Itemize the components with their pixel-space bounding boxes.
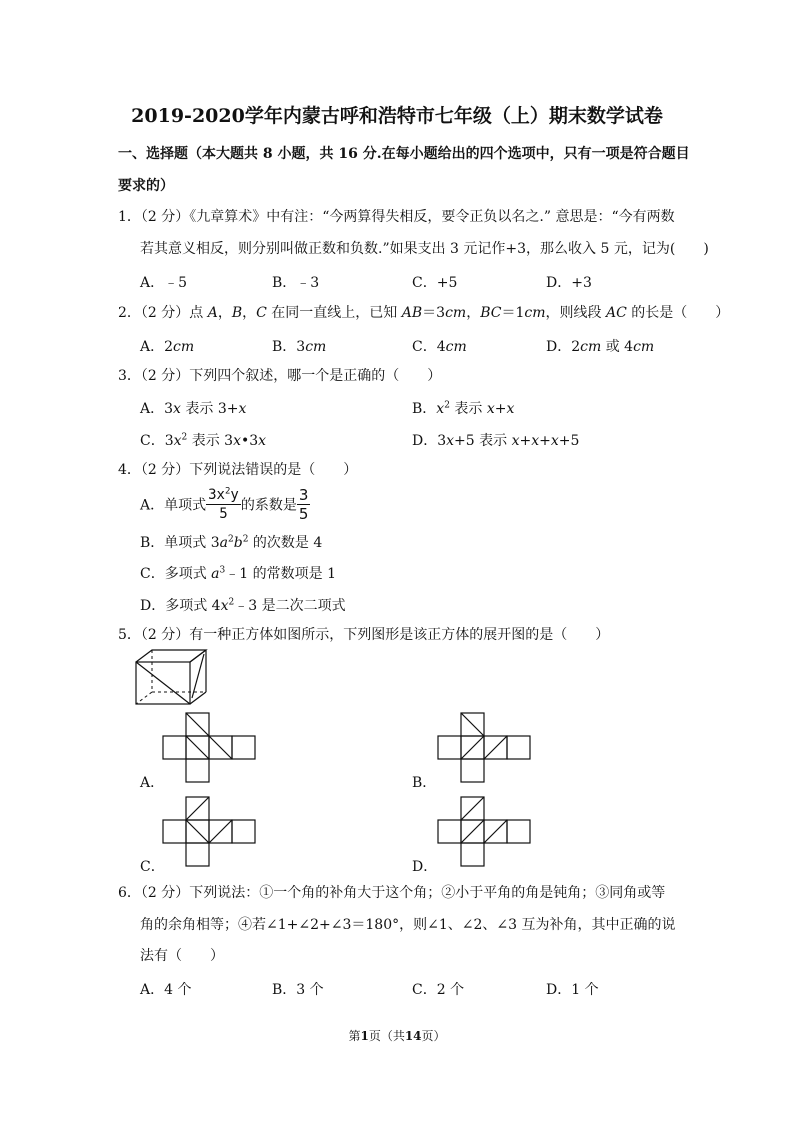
q1-option-b: B．﹣3 xyxy=(272,275,320,291)
q3-option-a: A．3x 表示 3+x xyxy=(140,401,247,417)
q2-option-a: A．2cm xyxy=(140,339,195,355)
q5-option-c-label: C． xyxy=(140,859,165,875)
q4-option-a: A．单项式 $\frac{3x^2y}{5}$ 的系数是 $\frac{3}{5}$ xyxy=(140,486,309,523)
q1-line1: 1．（2 分）《九章算术》中有注：“今两算得失相反，要令正负以名之.” 意思是：“今有两数 xyxy=(118,209,675,225)
q2-option-c: C．4cm xyxy=(412,339,467,355)
section-heading-line2: 要求的） xyxy=(118,178,174,194)
q5-option-d-label: D． xyxy=(412,859,438,875)
q6-option-d: D．1 个 xyxy=(546,982,599,998)
net-b-figure xyxy=(438,713,530,783)
q2-option-d: D．2cm 或 4cm xyxy=(546,339,655,355)
q3-option-c: C．$3x^2$ 表示 3x•3x xyxy=(140,432,267,449)
q4-option-c: C．多项式 $a^3﹣1$ 的常数项是 1 xyxy=(140,565,336,582)
q1-line2: 若其意义相反，则分别叫做正数和负数.”如果支出 3 元记作+3，那么收入 5 元，记为( ) xyxy=(140,241,709,257)
q3-stem: 3．（2 分）下列四个叙述，哪一个是正确的（ ） xyxy=(118,368,442,384)
net-a-figure xyxy=(163,713,255,783)
q5-stem: 5．（2 分）有一种正方体如图所示，下列图形是该正方体的展开图的是（ ） xyxy=(118,627,610,643)
q3-option-b: B．$x^2$ 表示 x+x xyxy=(412,400,515,417)
page-footer: 第1页（共14页） xyxy=(348,1029,446,1043)
q4-fraction-coefficient: $\frac{3}{5}$ xyxy=(298,486,309,523)
q3-option-d: D．3x+5 表示 x+x+x+5 xyxy=(412,433,580,449)
q2-option-b: B．3cm xyxy=(272,339,327,355)
net-c-figure xyxy=(163,797,255,867)
q4-fraction-monomial: $\frac{3x^2y}{5}$ xyxy=(208,486,239,522)
q6-line2: 角的余角相等；④若∠1+∠2+∠3＝180°，则∠1、∠2、∠3 互为补角，其中正确的说 xyxy=(140,917,676,933)
q5-option-b-label: B． xyxy=(412,775,437,791)
section-heading-line1: 一、选择题（本大题共 8 小题，共 16 分.在每小题给出的四个选项中，只有一项是符合题目 xyxy=(118,146,690,162)
net-d-figure xyxy=(438,797,530,867)
q1-option-a: A．﹣5 xyxy=(140,275,188,291)
q2-stem: 2．（2 分）点 A，B，C 在同一直线上，已知 AB＝3cm，BC＝1cm，则线段 AC 的长是（ ） xyxy=(118,305,730,321)
q6-line3: 法有（ ） xyxy=(140,948,224,964)
q6-option-b: B．3 个 xyxy=(272,982,324,998)
q4-stem: 4．（2 分）下列说法错误的是（ ） xyxy=(118,462,358,478)
q4-option-b: B．单项式 $3a^2b^2$ 的次数是 4 xyxy=(140,534,323,551)
q6-line1: 6．（2 分）下列说法：①一个角的补角大于这个角；②小于平角的角是钝角；③同角或等 xyxy=(118,885,666,901)
q5-option-a-label: A． xyxy=(140,775,165,791)
q4-option-d: D．多项式 $4x^2﹣3$ 是二次二项式 xyxy=(140,597,346,614)
cube-figure xyxy=(134,648,214,708)
page-title: 2019-2020学年内蒙古呼和浩特市七年级（上）期末数学试卷 xyxy=(131,105,663,127)
q6-option-a: A．4 个 xyxy=(140,982,192,998)
q6-option-c: C．2 个 xyxy=(412,982,465,998)
q1-option-c: C．+5 xyxy=(412,275,458,291)
q1-option-d: D．+3 xyxy=(546,275,592,291)
